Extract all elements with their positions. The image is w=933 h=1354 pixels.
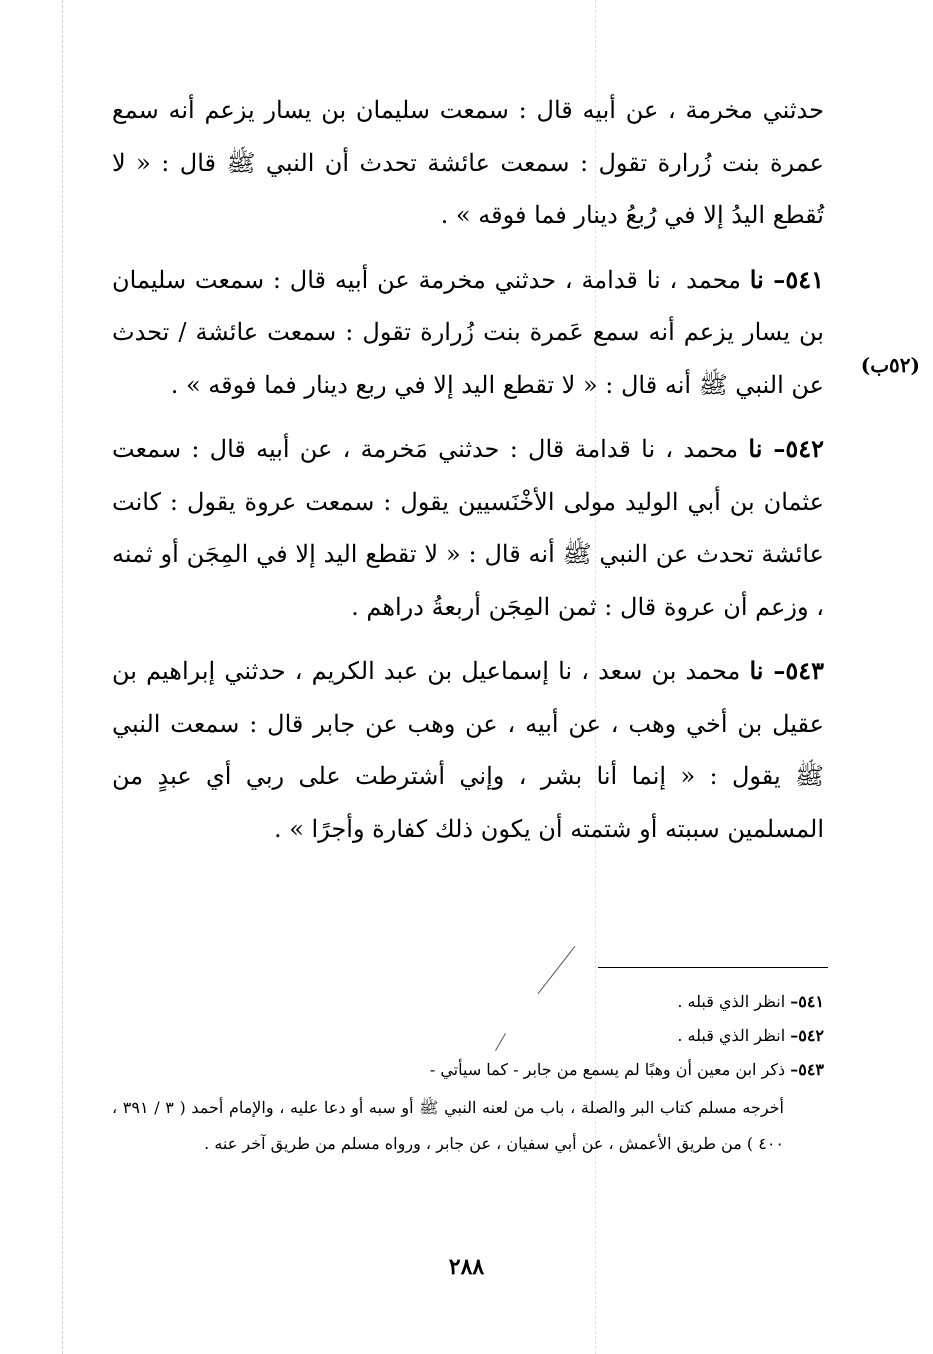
hadith-paragraph-543 <box>112 645 824 855</box>
footnote-number: ٥٤١– <box>790 992 824 1011</box>
hadith-number: ٥٤٣– نا <box>749 656 824 685</box>
footnote-continuation: أخرجه مسلم كتاب البر والصلة ، باب من لعنه النبي ﷺ أو سبه أو دعا عليه ، والإمام أحمد ( ٣ / ٣٩١ ، ٤٠٠ ) من طريق الأعمش ، عن أبي سفيان ، عن جابر ، ورواه مسلم من طريق آخر عنه . <box>112 1098 784 1153</box>
hadith-number: ٥٤١– نا <box>749 264 824 294</box>
scan-mark <box>538 946 576 994</box>
footnotes <box>112 988 824 1162</box>
paragraph-text: محمد بن سعد ، نا إسماعيل بن عبد الكريم ، حدثني إبراهيم بن عقيل بن أخي وهب ، عن أبيه ، عن وهب عن جابر قال : سمعت النبي ﷺ يقول : « إنما أنا بشر ، وإني أشترطت على ربي أي عبدٍ من المسلمين سببته أو شتمته أن يكون ذلك كفارة وأجرًا » . <box>112 657 824 843</box>
paragraph-text: حدثني مخرمة ، عن أبيه قال : سمعت سليمان بن يسار يزعم أنه سمع عمرة بنت زُرارة تقول : سمعت عائشة تحدث أن النبي ﷺ قال : « لا تُقطع اليدُ إلا في رُبعُ دينار فما فوقه » . <box>112 96 824 229</box>
hadith-number: ٥٤٢– نا <box>748 434 824 463</box>
footnote-text: انظر الذي قبله . <box>677 992 791 1011</box>
footnote-separator <box>598 967 828 968</box>
paragraph-text: محمد ، نا قدامة ، حدثني مخرمة عن أبيه قال : سمعت سليمان بن يسار يزعم أنه سمع عَمرة بنت زُرارة تقول : سمعت عائشة / تحدث عن النبي ﷺ أنه قال : « لا تقطع اليد إلا في ربع دينار فما فوقه » . <box>112 265 824 399</box>
hadith-paragraph-542 <box>112 423 824 633</box>
hadith-paragraph-intro <box>112 84 824 242</box>
manuscript-folio-note: (٥٢ب) <box>860 353 920 377</box>
footnote-number: ٥٤٢– <box>790 1026 824 1045</box>
page-number: ٢٨٨ <box>448 1254 485 1280</box>
scan-fold-line <box>62 0 63 1354</box>
footnote-item <box>112 1056 824 1084</box>
footnote-number: ٥٤٣– <box>790 1060 824 1079</box>
main-text <box>112 84 824 855</box>
footnote-text: انظر الذي قبله . <box>677 1026 791 1045</box>
footnote-item <box>112 988 824 1016</box>
footnote-item <box>112 1022 824 1050</box>
footnote-text: ذكر ابن معين أن وهبًا لم يسمع من جابر - كما سيأتي - <box>429 1060 791 1079</box>
hadith-paragraph-541 <box>112 254 824 412</box>
paragraph-text: محمد ، نا قدامة قال : حدثني مَخرمة ، عن أبيه قال : سمعت عثمان بن أبي الوليد مولى الأخْنَسيين يقول : سمعت عروة يقول : كانت عائشة تحدث عن النبي ﷺ أنه قال : « لا تقطع اليد إلا في المِجَن أو ثمنه ، وزعم أن عروة قال : ثمن المِجَن أربعةُ دراهم . <box>112 435 824 621</box>
